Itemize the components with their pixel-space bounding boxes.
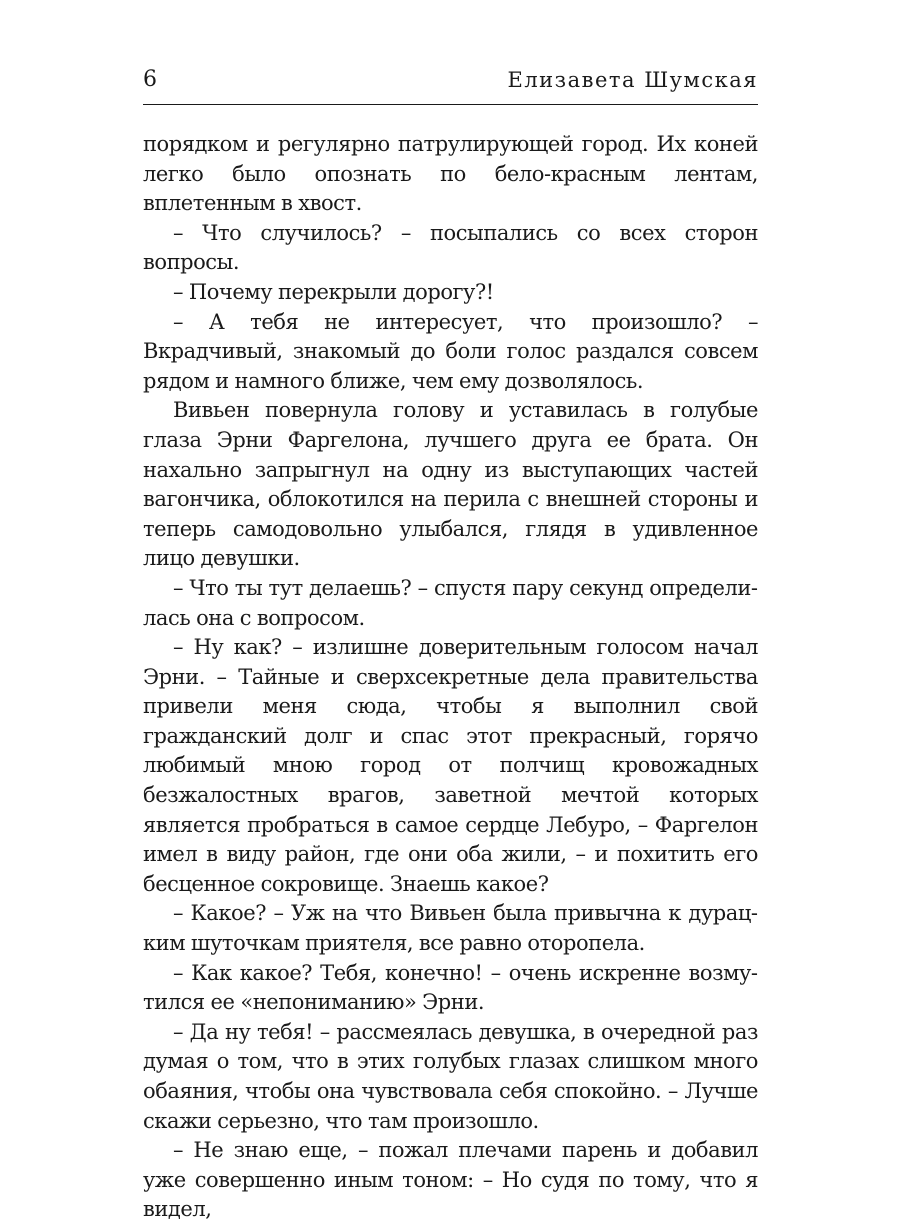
- header-rule: [143, 104, 758, 105]
- paragraph: – Какое? – Уж на что Вивьен была привычна к дурацким шуточкам приятеля, все равно оторопела.: [143, 901, 758, 956]
- paragraph: – А тебя не интересует, что произошло? – Вкрадчивый, знакомый до боли голос раздался совсем рядом и намного ближе, чем ему дозволялось.: [143, 309, 758, 393]
- page-number: 6: [143, 67, 157, 92]
- paragraph: Вивьен повернула голову и уставилась в голубые глаза Эрни Фаргелона, лучшего друга ее брата. Он нахально запрыгнул на одну из выступающих частей вагончика, облокотился на перила с внешней стороны и теперь самодовольно улыбался, глядя в удивленное лицо девушки.: [143, 398, 758, 571]
- body-text: [143, 130, 758, 1225]
- author-name: Елизавета Шумская: [507, 68, 758, 92]
- running-header: [143, 64, 758, 96]
- paragraph: – Как какое? Тебя, конечно! – очень искренне возмутился ее «непониманию» Эрни.: [143, 960, 758, 1015]
- paragraph: – Что случилось? – посыпались со всех сторон вопросы.: [143, 220, 758, 275]
- paragraph: – Что ты тут делаешь? – спустя пару секунд определилась она с вопросом.: [143, 575, 758, 630]
- paragraph: – Почему перекрыли дорогу?!: [173, 279, 494, 304]
- paragraph: – Да ну тебя! – рассмеялась девушка, в очередной раз думая о том, что в этих голубых глазах слишком много обаяния, чтобы она чувствовала себя спокойно. – Лучше скажи серьезно, что там произошло.: [143, 1019, 758, 1133]
- paragraph: – Не знаю еще, – пожал плечами парень и добавил уже совершенно иным тоном: – Но судя по тому, что я видел,: [143, 1138, 758, 1222]
- paragraph: порядком и регулярно патрулирующей город. Их коней легко было опознать по бело-красным лентам, вплетенным в хвост.: [143, 132, 758, 216]
- paragraph: – Ну как? – излишне доверительным голосом начал Эрни. – Тайные и сверхсекретные дела правительства привели меня сюда, чтобы я выполнил свой гражданский долг и спас этот прекрасный, горячо любимый мною город от полчищ кровожадных безжалостных врагов, заветной мечтой которых является пробраться в самое сердце Лебуро, – Фаргелон имел в виду район, где они оба жили, – и похитить его бесценное сокровище. Знаешь какое?: [143, 635, 758, 896]
